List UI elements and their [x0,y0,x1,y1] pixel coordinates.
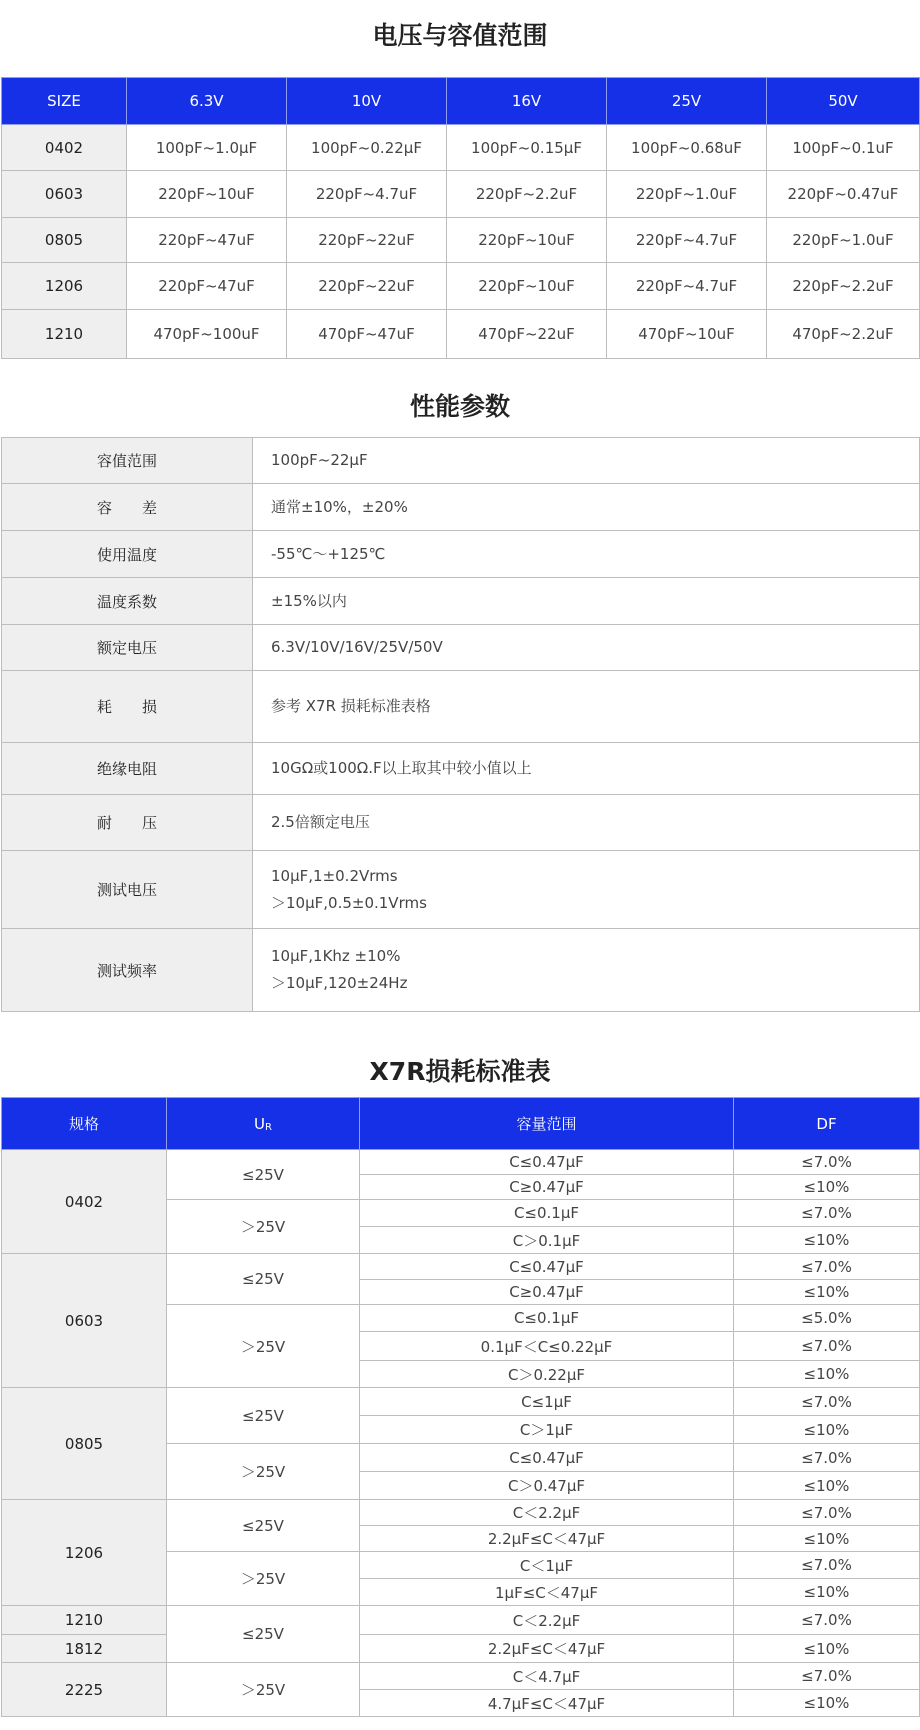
range-cell: C≤0.1μF [360,1305,734,1332]
range-cell: C≤0.1μF [360,1200,734,1227]
table-header-row [2,78,920,125]
range-cell: 2.2μF≤C＜47μF [360,1526,734,1552]
performance-params-table [1,437,920,1012]
range-cell: 470pF~100uF [127,310,287,359]
range-cell: 100pF~1.0μF [127,125,287,171]
range-cell: 100pF~0.68uF [607,125,767,171]
header-16v: 16V [447,78,607,125]
table-row [2,1606,920,1635]
table-row [2,578,920,625]
range-cell: 100pF~0.15μF [447,125,607,171]
df-cell: ≤7.0% [734,1552,920,1579]
size-cell: 0805 [2,218,127,263]
df-cell: ≤10% [734,1227,920,1254]
param-value-line: 10μF,1±0.2Vrms [271,866,398,885]
range-cell: C＜2.2μF [360,1606,734,1635]
range-cell: C≥0.47μF [360,1175,734,1200]
ur-cell: ≤25V [167,1388,360,1444]
range-cell: 220pF~0.47uF [767,171,920,218]
df-cell: ≤10% [734,1472,920,1500]
range-cell: 220pF~1.0uF [607,171,767,218]
df-cell: ≤7.0% [734,1200,920,1227]
table-row [2,263,920,310]
table-row [2,1635,920,1663]
table-row [2,1150,920,1175]
param-value-line: ＞10μF,120±24Hz [271,974,408,992]
ur-cell: ＞25V [167,1552,360,1606]
table-row [2,310,920,359]
header-capacity-range: 容量范围 [360,1098,734,1150]
param-value-line: ＞10μF,0.5±0.1Vrms [271,893,427,912]
param-value: 10GΩ或100Ω.F以上取其中较小值以上 [253,743,920,795]
param-value [253,929,920,1012]
param-label: 测试电压 [2,851,253,929]
ur-cell: ＞25V [167,1444,360,1500]
df-cell: ≤7.0% [734,1332,920,1361]
table-row [2,625,920,671]
param-value: 参考 X7R 损耗标准表格 [253,671,920,743]
x7r-loss-table-title: X7R损耗标准表 [369,1057,551,1086]
range-cell: 220pF~10uF [447,218,607,263]
table-row [2,171,920,218]
param-label: 耐 压 [2,795,253,851]
df-cell: ≤10% [734,1416,920,1444]
range-cell: 1μF≤C＜47μF [360,1579,734,1606]
ur-cell: ＞25V [167,1663,360,1717]
size-cell: 0603 [2,171,127,218]
df-cell: ≤7.0% [734,1606,920,1635]
param-value [253,851,920,929]
table-row [2,218,920,263]
performance-params-title: 性能参数 [409,392,510,421]
range-cell: C＞0.1μF [360,1227,734,1254]
range-cell: 220pF~10uF [447,263,607,310]
header-ur-main: U [254,1114,266,1133]
df-cell: ≤10% [734,1635,920,1663]
param-value: 6.3V/10V/16V/25V/50V [253,625,920,671]
range-cell: 4.7μF≤C＜47μF [360,1690,734,1717]
ur-cell: ＞25V [167,1305,360,1388]
size-cell: 0402 [2,125,127,171]
spec-cell: 1812 [2,1635,167,1663]
range-cell: C≤0.47μF [360,1444,734,1472]
spec-cell: 0603 [2,1254,167,1388]
ur-cell: ≤25V [167,1150,360,1200]
range-cell: C＜4.7μF [360,1663,734,1690]
range-cell: 220pF~22uF [287,218,447,263]
range-cell: 470pF~22uF [447,310,607,359]
header-6-3v: 6.3V [127,78,287,125]
header-ur-sub: R [265,1121,272,1133]
param-label: 测试频率 [2,929,253,1012]
df-cell: ≤7.0% [734,1663,920,1690]
range-cell: 220pF~47uF [127,263,287,310]
table-header-row [2,1098,920,1150]
table-row [2,795,920,851]
header-df: DF [734,1098,920,1150]
size-cell: 1210 [2,310,127,359]
voltage-capacitance-table [1,77,920,359]
x7r-loss-table [1,1097,920,1717]
range-cell: C＞1μF [360,1416,734,1444]
header-spec: 规格 [2,1098,167,1150]
range-cell: 220pF~2.2uF [767,263,920,310]
df-cell: ≤7.0% [734,1254,920,1280]
df-cell: ≤10% [734,1690,920,1717]
table-row [2,1388,920,1416]
param-value: 100pF~22μF [253,438,920,484]
header-10v: 10V [287,78,447,125]
param-label: 绝缘电阻 [2,743,253,795]
range-cell: 220pF~1.0uF [767,218,920,263]
range-cell: 220pF~22uF [287,263,447,310]
range-cell: 220pF~4.7uF [607,263,767,310]
table-row [2,1254,920,1280]
table-row [2,671,920,743]
table-row [2,743,920,795]
header-25v: 25V [607,78,767,125]
param-label: 温度系数 [2,578,253,625]
df-cell: ≤7.0% [734,1388,920,1416]
spec-cell: 0402 [2,1150,167,1254]
table-row [2,125,920,171]
param-label: 额定电压 [2,625,253,671]
range-cell: 220pF~10uF [127,171,287,218]
spec-cell: 1206 [2,1500,167,1606]
df-cell: ≤10% [734,1579,920,1606]
header-50v: 50V [767,78,920,125]
range-cell: 220pF~4.7uF [287,171,447,218]
spec-cell: 0805 [2,1388,167,1500]
header-ur [167,1098,360,1150]
range-cell: C≥0.47μF [360,1280,734,1305]
size-cell: 1206 [2,263,127,310]
df-cell: ≤10% [734,1175,920,1200]
header-size: SIZE [2,78,127,125]
range-cell: 470pF~2.2uF [767,310,920,359]
table-row [2,929,920,1012]
param-value: ±15%以内 [253,578,920,625]
df-cell: ≤5.0% [734,1305,920,1332]
table-row [2,484,920,531]
df-cell: ≤10% [734,1526,920,1552]
range-cell: 100pF~0.22μF [287,125,447,171]
range-cell: C＜1μF [360,1552,734,1579]
ur-cell: ≤25V [167,1254,360,1305]
range-cell: C＞0.22μF [360,1361,734,1388]
df-cell: ≤7.0% [734,1150,920,1175]
range-cell: 220pF~47uF [127,218,287,263]
range-cell: C≤0.47μF [360,1150,734,1175]
param-value-line: 10μF,1Khz ±10% [271,947,401,965]
param-label: 使用温度 [2,531,253,578]
param-value: 通常±10%，±20% [253,484,920,531]
param-value: 2.5倍额定电压 [253,795,920,851]
param-label: 容 差 [2,484,253,531]
param-label: 容值范围 [2,438,253,484]
range-cell: C≤0.47μF [360,1254,734,1280]
ur-cell: ≤25V [167,1500,360,1552]
range-cell: C≤1μF [360,1388,734,1416]
ur-cell: ≤25V [167,1606,360,1663]
df-cell: ≤10% [734,1280,920,1305]
table-row [2,851,920,929]
table-row [2,1663,920,1690]
ur-cell: ＞25V [167,1200,360,1254]
df-cell: ≤10% [734,1361,920,1388]
spec-cell: 2225 [2,1663,167,1717]
table-row [2,531,920,578]
range-cell: 470pF~10uF [607,310,767,359]
range-cell: 2.2μF≤C＜47μF [360,1635,734,1663]
range-cell: 220pF~4.7uF [607,218,767,263]
table-row [2,1500,920,1526]
range-cell: 470pF~47uF [287,310,447,359]
table-row [2,438,920,484]
range-cell: C＜2.2μF [360,1500,734,1526]
range-cell: 220pF~2.2uF [447,171,607,218]
range-cell: 0.1μF＜C≤0.22μF [360,1332,734,1361]
df-cell: ≤7.0% [734,1444,920,1472]
df-cell: ≤7.0% [734,1500,920,1526]
param-label: 耗 损 [2,671,253,743]
param-value: -55℃～+125℃ [253,531,920,578]
spec-cell: 1210 [2,1606,167,1635]
range-cell: 100pF~0.1uF [767,125,920,171]
range-cell: C＞0.47μF [360,1472,734,1500]
voltage-capacitance-title: 电压与容值范围 [372,21,548,50]
